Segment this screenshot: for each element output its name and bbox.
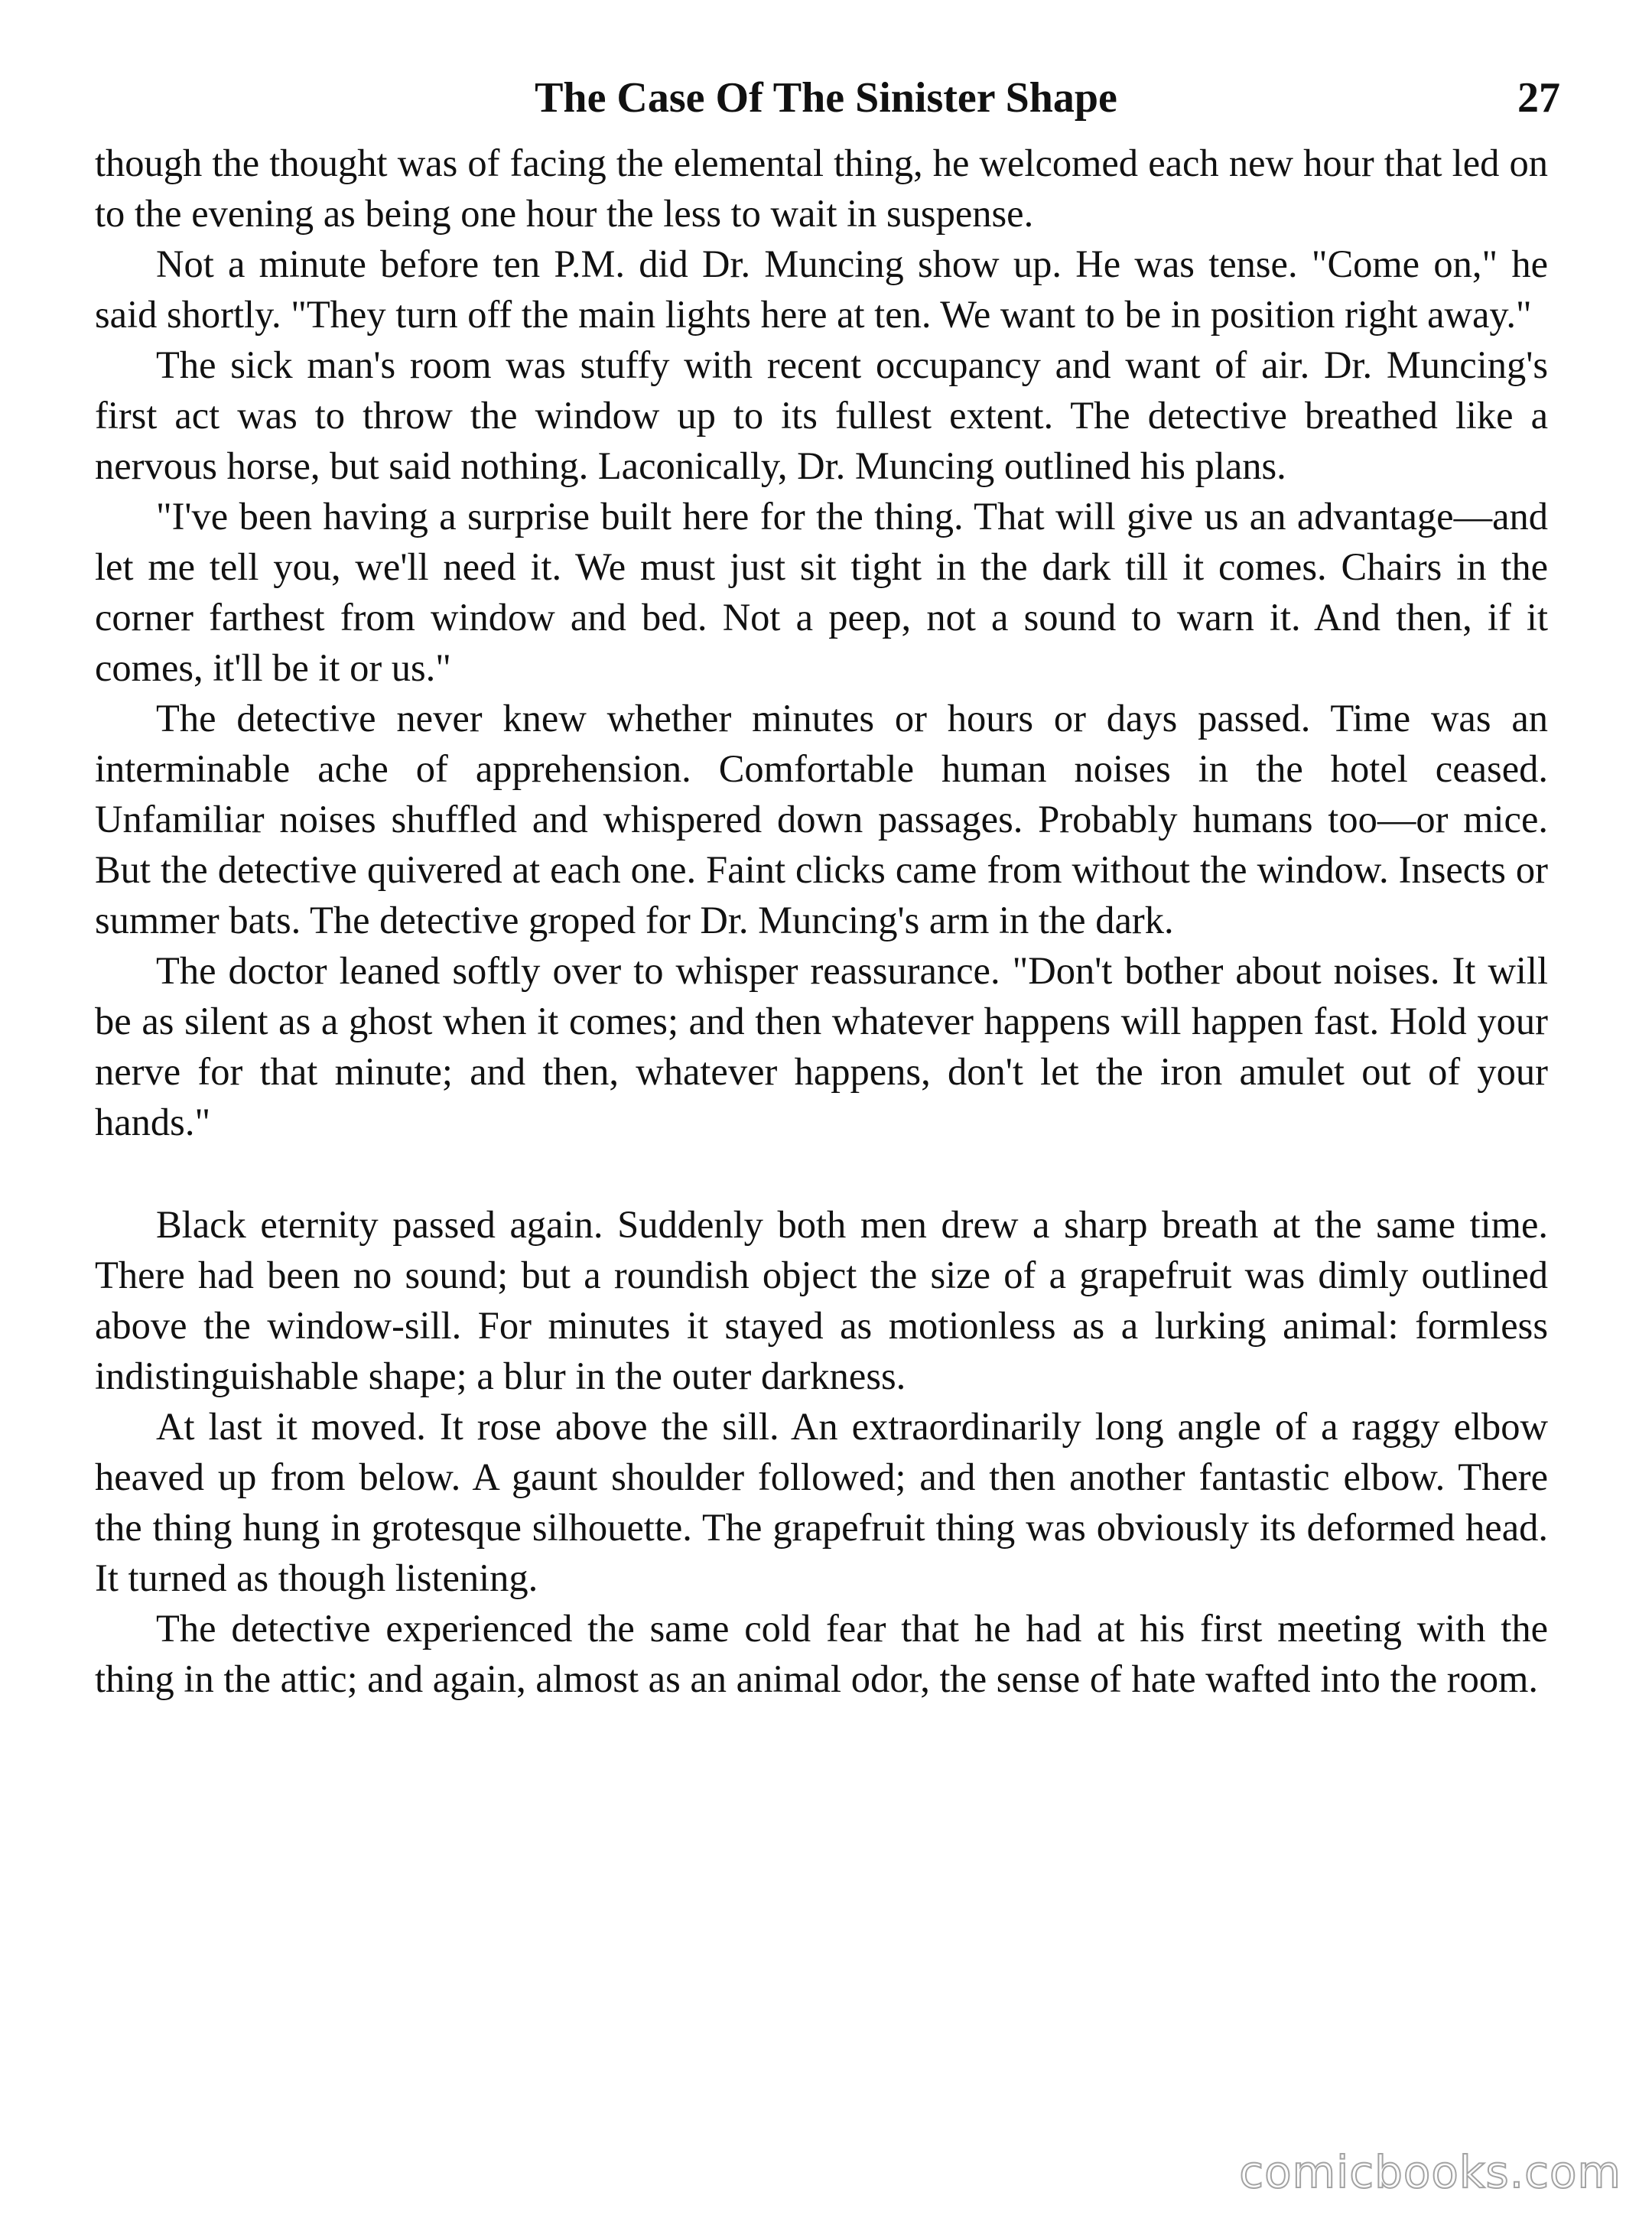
- paragraph: The doctor leaned softly over to whisper reassurance. "Don't bother about noises. It will be as silent as a ghost when it comes; and then whatever happens will happen fast. Hold your nerve for that minute; and then, whatever happens, don't let the iron amulet out of your hands.": [95, 949, 1548, 1143]
- paragraph: The detective never knew whether minutes or hours or days passed. Time was an interminable ache of apprehension. Comfortable human noises in the hotel ceased. Unfamiliar noises shuffled and whispered down passages. Probably humans too—or mice. But the detective quivered at each one. Faint clicks came from without the window. Insects or summer bats. The detective groped for Dr. Muncing's arm in the dark.: [95, 697, 1548, 942]
- body-text: [95, 138, 1548, 1704]
- running-head: [92, 67, 1560, 128]
- paragraph: The sick man's room was stuffy with recent occupancy and want of air. Dr. Muncing's first act was to throw the window up to its fullest extent. The detective breathed like a nervous horse, but said nothing. Laconically, Dr. Muncing outlined his plans.: [95, 343, 1548, 487]
- paragraph: The detective experienced the same cold fear that he had at his first meeting with the thing in the attic; and again, almost as an animal odor, the sense of hate wafted into the room.: [95, 1607, 1548, 1700]
- page-number: 27: [1517, 74, 1560, 122]
- paragraph: At last it moved. It rose above the sill. An extraordinarily long angle of a raggy elbow heaved up from below. A gaunt shoulder followed; and then another fantastic elbow. There the thing hung in grotesque silhouette. The grapefruit thing was obviously its deformed head. It turned as though listening.: [95, 1405, 1548, 1599]
- watermark-logo: comicbooks.com: [1239, 2146, 1621, 2198]
- paragraph: "I've been having a surprise built here for the thing. That will give us an advantage—and let me tell you, we'll need it. We must just sit tight in the dark till it comes. Chairs in the corner farthest from window and bed. Not a peep, not a sound to warn it. And then, if it comes, it'll be it or us.": [95, 495, 1548, 689]
- paragraph: Not a minute before ten P.M. did Dr. Muncing show up. He was tense. "Come on," he said shortly. "They turn off the main lights here at ten. We want to be in position right away.": [95, 242, 1548, 336]
- running-title: The Case Of The Sinister Shape: [535, 74, 1117, 122]
- paragraph: though the thought was of facing the elemental thing, he welcomed each new hour that led on to the evening as being one hour the less to wait in suspense.: [95, 141, 1548, 235]
- paragraph: Black eternity passed again. Suddenly both men drew a sharp breath at the same time. There had been no sound; but a roundish object the size of a grapefruit was dimly outlined above the window-sill. For minutes it stayed as motionless as a lurking animal: formless indistinguishable shape; a blur in the outer darkness.: [95, 1203, 1548, 1397]
